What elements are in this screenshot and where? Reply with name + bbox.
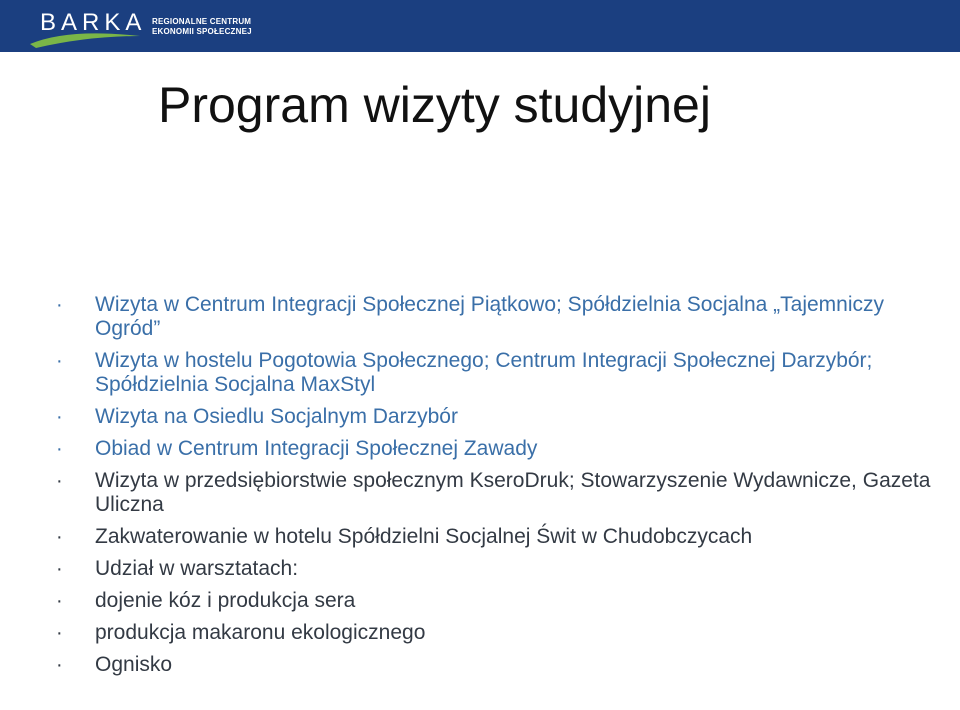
- bullet-icon: ·: [56, 526, 63, 548]
- agenda-item: [56, 437, 936, 461]
- agenda-bullet-list: [56, 293, 936, 685]
- agenda-item-text: Ognisko: [95, 653, 173, 676]
- agenda-item-text: Zakwaterowanie w hotelu Spółdzielni Socjalnej Świt w Chudobczycach: [95, 525, 753, 548]
- barka-logo: [28, 6, 258, 50]
- bullet-icon: ·: [56, 590, 63, 612]
- logo-subtitle-line1: REGIONALNE CENTRUM: [152, 17, 252, 26]
- agenda-item: [56, 469, 936, 517]
- agenda-item-text: Udział w warsztatach:: [95, 557, 299, 580]
- agenda-item: [56, 653, 936, 677]
- agenda-item: [56, 557, 936, 581]
- logo-brand-text: BARKA: [40, 9, 147, 36]
- bullet-icon: ·: [56, 438, 63, 460]
- bullet-icon: ·: [56, 350, 63, 372]
- agenda-item-text: Obiad w Centrum Integracji Społecznej Zawady: [95, 437, 538, 460]
- agenda-item-text: Wizyta w hostelu Pogotowia Społecznego; Centrum Integracji Społecznej Darzybór; Spółdzielnia Socjalna MaxStyl: [95, 349, 873, 396]
- agenda-item-text: Wizyta na Osiedlu Socjalnym Darzybór: [95, 405, 458, 428]
- bullet-icon: ·: [56, 654, 63, 676]
- agenda-item-text: Wizyta w przedsiębiorstwie społecznym KseroDruk; Stowarzyszenie Wydawnicze, Gazeta Uliczna: [95, 469, 931, 516]
- agenda-item: [56, 349, 936, 397]
- bullet-icon: ·: [56, 470, 63, 492]
- agenda-item: [56, 293, 936, 341]
- header-bar: [0, 0, 960, 52]
- agenda-item-text: dojenie kóz i produkcja sera: [95, 589, 356, 612]
- bullet-icon: ·: [56, 406, 63, 428]
- bullet-icon: ·: [56, 294, 63, 316]
- agenda-item: [56, 621, 936, 645]
- agenda-item-text: Wizyta w Centrum Integracji Społecznej Piątkowo; Spółdzielnia Socjalna „Tajemniczy Ogród”: [95, 293, 885, 340]
- agenda-item: [56, 405, 936, 429]
- bullet-icon: ·: [56, 622, 63, 644]
- slide-title: Program wizyty studyjnej: [158, 77, 711, 133]
- agenda-item-text: produkcja makaronu ekologicznego: [95, 621, 426, 644]
- agenda-item: [56, 525, 936, 549]
- bullet-icon: ·: [56, 558, 63, 580]
- agenda-item: [56, 589, 936, 613]
- logo-subtitle-line2: EKONOMII SPOŁECZNEJ: [152, 27, 252, 36]
